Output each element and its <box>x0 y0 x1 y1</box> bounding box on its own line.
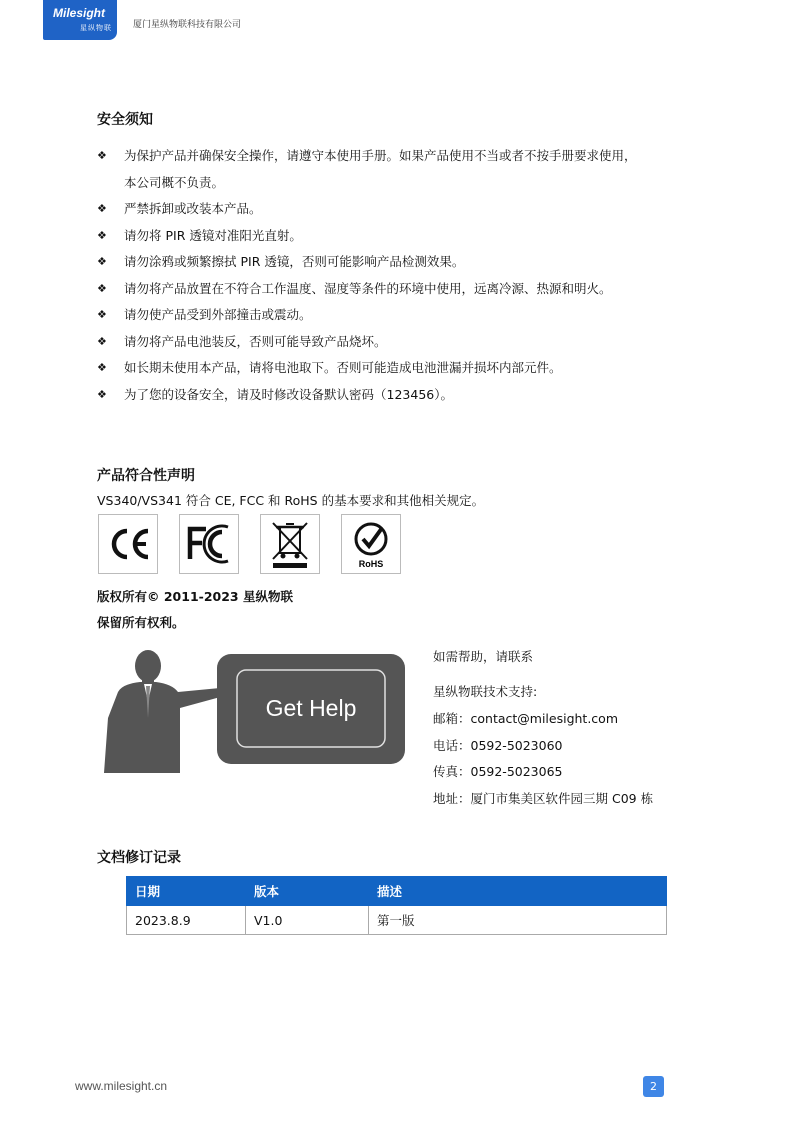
list-item: ❖ 请勿将产品放置在不符合工作温度、湿度等条件的环境中使用，远离冷源、热源和明火。 <box>97 276 717 303</box>
milesight-logo <box>43 0 117 40</box>
help-email: 邮箱：contact@milesight.com <box>433 711 619 726</box>
diamond-bullet-icon: ❖ <box>97 387 107 401</box>
column-header: 日期 <box>127 877 246 906</box>
table-cell: 第一版 <box>369 906 667 935</box>
list-item: 本公司概不负责。 <box>124 174 225 190</box>
table-row <box>127 906 667 935</box>
list-item: ❖ 为保护产品并确保安全操作，请遵守本使用手册。如果产品使用不当或者不按手册要求使用， <box>97 143 717 170</box>
list-item: ❖ 请勿将产品电池装反，否则可能导致产品烧坏。 <box>97 329 717 356</box>
help-support-title: 星纵物联技术支持: <box>433 684 538 699</box>
revision-title: 文档修订记录 <box>97 850 181 866</box>
revision-table <box>126 876 667 935</box>
diamond-bullet-icon: ❖ <box>97 334 107 348</box>
diamond-bullet-icon: ❖ <box>97 228 107 242</box>
diamond-bullet-icon: ❖ <box>97 255 107 268</box>
diamond-bullet-icon: ❖ <box>97 361 107 374</box>
logo-brand: Milesight <box>53 6 106 20</box>
svg-text:RoHS: RoHS <box>358 559 384 569</box>
diamond-bullet-icon: ❖ <box>97 202 107 215</box>
rights-reserved: 保留所有权利。 <box>97 615 185 630</box>
help-line: 如需帮助，请联系 <box>433 649 534 664</box>
safety-title: 安全须知 <box>97 112 153 128</box>
footer-url: www.milesight.cn <box>75 1079 168 1093</box>
fcc-mark-icon <box>179 514 239 574</box>
list-item: ❖ 请勿涂鸦或频繁擦拭 PIR 透镜，否则可能影响产品检测效果。 <box>97 249 717 276</box>
help-address: 地址：厦门市集美区软件园三期 C09 栋 <box>433 791 654 806</box>
get-help-graphic <box>100 648 410 778</box>
column-header: 版本 <box>246 877 369 906</box>
list-item: ❖ 严禁拆卸或改装本产品。 <box>97 196 717 223</box>
table-cell: V1.0 <box>246 906 369 935</box>
logo-sub: 星纵物联 <box>80 24 112 32</box>
help-phone: 电话：0592-5023060 <box>433 738 563 753</box>
compliance-text: VS340/VS341 符合 CE, FCC 和 RoHS 的基本要求和其他相关规定。 <box>97 493 485 508</box>
diamond-bullet-icon: ❖ <box>97 281 107 295</box>
company-name: 厦门星纵物联科技有限公司 <box>133 20 242 30</box>
copyright-line: 版权所有© 2011-2023 星纵物联 <box>97 589 293 604</box>
compliance-title: 产品符合性声明 <box>97 468 195 484</box>
table-header-row <box>127 877 667 906</box>
list-item: ❖ 为了您的设备安全，请及时修改设备默认密码（123456）。 <box>97 382 717 409</box>
get-help-label: Get Help <box>265 695 357 721</box>
page-number: 2 <box>643 1076 664 1097</box>
diamond-bullet-icon: ❖ <box>97 149 107 162</box>
table-cell: 2023.8.9 <box>127 906 246 935</box>
help-fax: 传真：0592-5023065 <box>433 764 563 779</box>
safety-list <box>97 143 717 408</box>
ce-mark-icon <box>98 514 158 574</box>
weee-bin-icon <box>260 514 320 574</box>
list-item: ❖ 请勿将 PIR 透镜对准阳光直射。 <box>97 223 717 250</box>
diamond-bullet-icon: ❖ <box>97 308 107 321</box>
list-item: ❖ 如长期未使用本产品，请将电池取下。否则可能造成电池泄漏并损坏内部元件。 <box>97 355 717 382</box>
rohs-mark-icon <box>341 514 401 574</box>
column-header: 描述 <box>369 877 667 906</box>
list-item: ❖ 请勿使产品受到外部撞击或震动。 <box>97 302 717 329</box>
